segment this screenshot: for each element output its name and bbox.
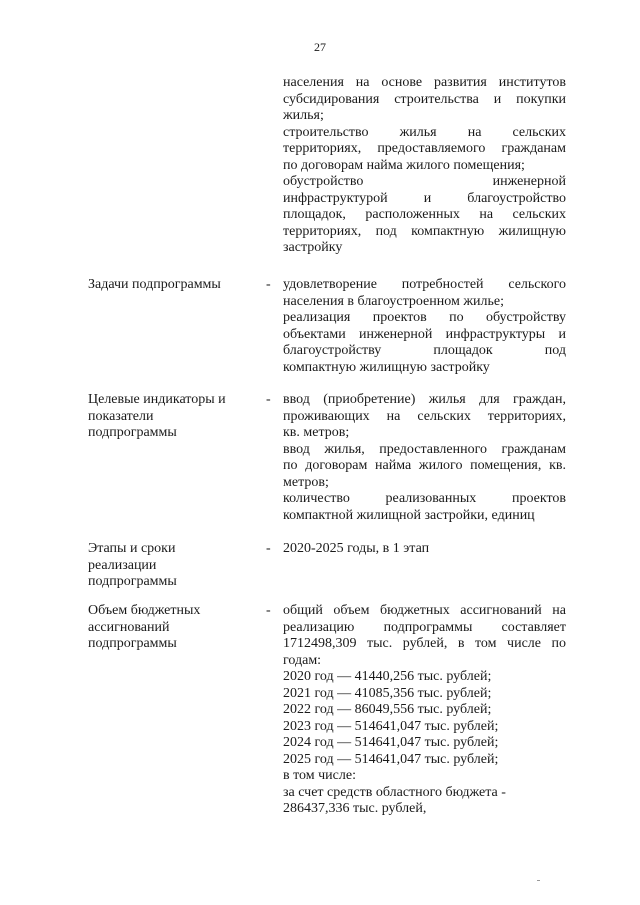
content-line: годам: [283, 652, 322, 668]
content-line: 286437,336 тыс. рублей, [283, 801, 427, 816]
content-line: населения в благоустроенном жилье; [283, 293, 504, 309]
label-line: Объем бюджетных [88, 603, 201, 618]
label-line: Задачи подпрограммы [88, 277, 221, 292]
content-line: реализация проектов по обустройству [283, 310, 566, 325]
dash-separator: - [266, 392, 271, 407]
content-line: метров; [283, 474, 329, 490]
dash-separator: - [266, 603, 271, 618]
content-line: населения на основе развития институтов [283, 75, 566, 90]
dash-separator: - [266, 541, 271, 556]
content-line: инфраструктурой и благоустройство [283, 190, 566, 206]
page-number: 27 [314, 40, 326, 54]
content-line: ввод жилья, предоставленного гражданам [283, 441, 566, 457]
content-line: 2024 год — 514641,047 тыс. рублей; [283, 735, 499, 750]
section-content [283, 541, 566, 558]
content-line: территориях, под компактную жилищную [283, 223, 566, 239]
content-line: реализацию подпрограммы составляет [283, 619, 566, 635]
content-line: обустройство инженерной [283, 174, 566, 189]
content-line: благоустройству площадок под [283, 343, 566, 358]
label-line: подпрограммы [88, 636, 177, 651]
content-line: 2025 год — 514641,047 тыс. рублей; [283, 751, 499, 767]
label-line: Целевые индикаторы и [88, 392, 226, 407]
section-label [88, 392, 258, 442]
content-line: компактную жилищную застройку [283, 359, 490, 375]
content-line: 2021 год — 41085,356 тыс. рублей; [283, 685, 492, 701]
content-line: жилья; [283, 108, 324, 123]
label-line: подпрограммы [88, 574, 177, 589]
label-line: Этапы и сроки [88, 541, 176, 556]
content-line: за счет средств областного бюджета - [283, 784, 506, 800]
content-line: проживающих на сельских территориях, [283, 408, 566, 424]
content-line: в том числе: [283, 768, 356, 783]
section-content [283, 75, 566, 257]
content-line: 2022 год — 86049,556 тыс. рублей; [283, 702, 492, 717]
content-line: строительство жилья на сельских [283, 124, 566, 140]
label-line: показатели [88, 408, 154, 424]
content-line: площадок, расположенных на сельских [283, 207, 566, 222]
section-label [88, 541, 258, 591]
content-line: ввод (приобретение) жилья для граждан, [283, 392, 566, 407]
content-line: 2020 год — 41440,256 тыс. рублей; [283, 669, 492, 684]
content-line: по договорам найма жилого помещения, кв. [283, 458, 566, 473]
content-line: кв. метров; [283, 425, 350, 440]
section-content [283, 392, 566, 524]
content-line: субсидирования строительства и покупки [283, 91, 566, 107]
dash-separator: - [266, 277, 271, 292]
label-line: ассигнований [88, 619, 170, 635]
content-line: компактной жилищной застройки, единиц [283, 507, 535, 523]
content-line: 1712498,309 тыс. рублей, в том числе по [283, 636, 566, 651]
content-line: застройку [283, 240, 343, 255]
label-line: реализации [88, 557, 157, 573]
section-content [283, 603, 566, 818]
content-line: общий объем бюджетных ассигнований на [283, 603, 566, 618]
content-line: объектами инженерной инфраструктуры и [283, 326, 566, 342]
content-line: удовлетворение потребностей сельского [283, 277, 566, 292]
content-line: по договорам найма жилого помещения; [283, 157, 525, 173]
section-label [88, 277, 258, 294]
content-line: 2020-2025 годы, в 1 этап [283, 541, 430, 556]
scan-mark [537, 880, 540, 881]
content-line: количество реализованных проектов [283, 491, 566, 506]
section-content [283, 277, 566, 376]
section-label [88, 603, 258, 653]
content-line: территориях, предоставляемого гражданам [283, 141, 566, 156]
content-line: 2023 год — 514641,047 тыс. рублей; [283, 718, 499, 734]
label-line: подпрограммы [88, 425, 177, 440]
